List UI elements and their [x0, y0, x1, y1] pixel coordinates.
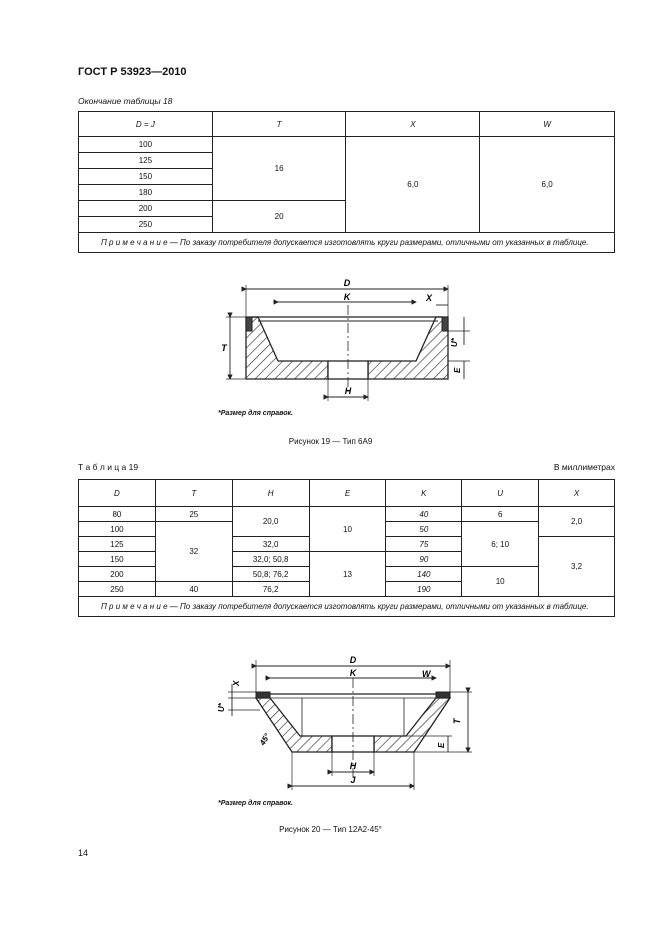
- t18-header-x: X: [346, 112, 480, 137]
- t18-t: 16: [212, 137, 346, 201]
- t19-d: 100: [79, 522, 156, 537]
- fig20-label-e: E: [437, 742, 446, 748]
- t19-header-d: D: [79, 480, 156, 507]
- fig19-layer-right: [442, 317, 448, 331]
- fig20-label-angle: 45°: [257, 732, 272, 747]
- t19-header-x: X: [539, 480, 615, 507]
- t18-note: [79, 233, 615, 253]
- t19-x: 3,2: [539, 537, 615, 597]
- fig20-footnote: *Размер для справок.: [218, 800, 293, 807]
- t18-d: 200: [79, 201, 213, 217]
- fig19-label-h: H: [344, 386, 352, 396]
- table18: [78, 111, 615, 253]
- t18-w: 6,0: [480, 137, 615, 233]
- table18-caption: Окончание таблицы 18: [78, 96, 173, 106]
- t19-header-t: T: [155, 480, 232, 507]
- page-number: 14: [78, 848, 89, 858]
- t19-header-k: K: [386, 480, 462, 507]
- t19-u: 10: [462, 567, 539, 597]
- t19-d: 80: [79, 507, 156, 522]
- fig20-label-j: J: [350, 775, 356, 785]
- t19-k: 75: [386, 537, 462, 552]
- fig19-footnote: *Размер для справок.: [218, 410, 293, 417]
- t18-d: 250: [79, 217, 213, 233]
- document-header: ГОСТ Р 53923—2010: [78, 66, 187, 78]
- t19-k: 140: [386, 567, 462, 582]
- fig20-label-u: U*: [217, 703, 226, 712]
- fig19-label-t: T: [221, 343, 227, 353]
- fig19-body: [246, 317, 328, 379]
- t19-header-e: E: [309, 480, 386, 507]
- t19-note-lead: П р и м е ч а н и е —: [101, 602, 178, 611]
- t18-header-d: D = J: [79, 112, 213, 137]
- fig19-caption: Рисунок 19 — Тип 6А9: [288, 437, 373, 446]
- table19-caption: Т а б л и ц а 19: [78, 462, 139, 472]
- t18-d: 150: [79, 169, 213, 185]
- t19-d: 250: [79, 582, 156, 597]
- t18-t: 20: [212, 201, 346, 233]
- t19-h: 20,0: [232, 507, 309, 537]
- t19-h: 32,0: [232, 537, 309, 552]
- t19-u: 6; 10: [462, 522, 539, 567]
- fig19-layer-left: [246, 317, 252, 331]
- t19-e: 13: [309, 552, 386, 597]
- t19-note-text: По заказу потребителя допускается изготовлять круги размерами, отличными от указанных в таблице.: [179, 602, 589, 611]
- t19-header-h: H: [232, 480, 309, 507]
- t19-h: 50,8; 76,2: [232, 567, 309, 582]
- t18-header-w: W: [480, 112, 615, 137]
- fig20-label-d: D: [349, 655, 357, 665]
- t18-header-t: T: [212, 112, 346, 137]
- fig19-label-x: X: [426, 293, 433, 303]
- fig20-layer-right: [436, 692, 450, 698]
- fig20-caption: Рисунок 20 — Тип 12А2-45°: [279, 825, 382, 834]
- fig19-body-right: [368, 317, 448, 379]
- figure20-drawing: [210, 650, 480, 795]
- t18-note-text: По заказу потребителя допускается изготовлять круги размерами, отличными от указанных в таблице.: [179, 238, 589, 247]
- fig20-layer-left: [256, 692, 270, 698]
- t19-h: 32,0; 50,8: [232, 552, 309, 567]
- t19-k: 190: [386, 582, 462, 597]
- fig20-label-x: X: [232, 680, 241, 686]
- t19-k: 50: [386, 522, 462, 537]
- t19-d: 125: [79, 537, 156, 552]
- table19: [78, 479, 615, 617]
- fig19-label-d: D: [343, 278, 351, 288]
- t19-note: [79, 597, 615, 617]
- t18-note-lead: П р и м е ч а н и е —: [101, 238, 178, 247]
- t19-d: 200: [79, 567, 156, 582]
- figure19-drawing: [210, 275, 480, 410]
- t19-t: 32: [155, 522, 232, 582]
- t19-header-u: U: [462, 480, 539, 507]
- fig20-label-k: K: [349, 668, 357, 678]
- fig20-label-h: H: [349, 761, 357, 771]
- t19-t: 40: [155, 582, 232, 597]
- t19-k: 90: [386, 552, 462, 567]
- t19-h: 76,2: [232, 582, 309, 597]
- table19-units: В миллиметрах: [553, 462, 615, 472]
- fig20-label-w: W: [422, 669, 431, 679]
- fig19-label-e: E: [453, 367, 462, 373]
- t18-x: 6,0: [346, 137, 480, 233]
- t18-d: 125: [79, 153, 213, 169]
- fig19-label-k: K: [343, 292, 351, 302]
- fig20-label-t: T: [452, 718, 462, 724]
- t19-t: 25: [155, 507, 232, 522]
- t19-e: 10: [309, 507, 386, 552]
- t19-u: 6: [462, 507, 539, 522]
- fig19-label-u: U*: [450, 338, 459, 347]
- t19-k: 40: [386, 507, 462, 522]
- t19-x: 2,0: [539, 507, 615, 537]
- t18-d: 100: [79, 137, 213, 153]
- t18-d: 180: [79, 185, 213, 201]
- t19-d: 150: [79, 552, 156, 567]
